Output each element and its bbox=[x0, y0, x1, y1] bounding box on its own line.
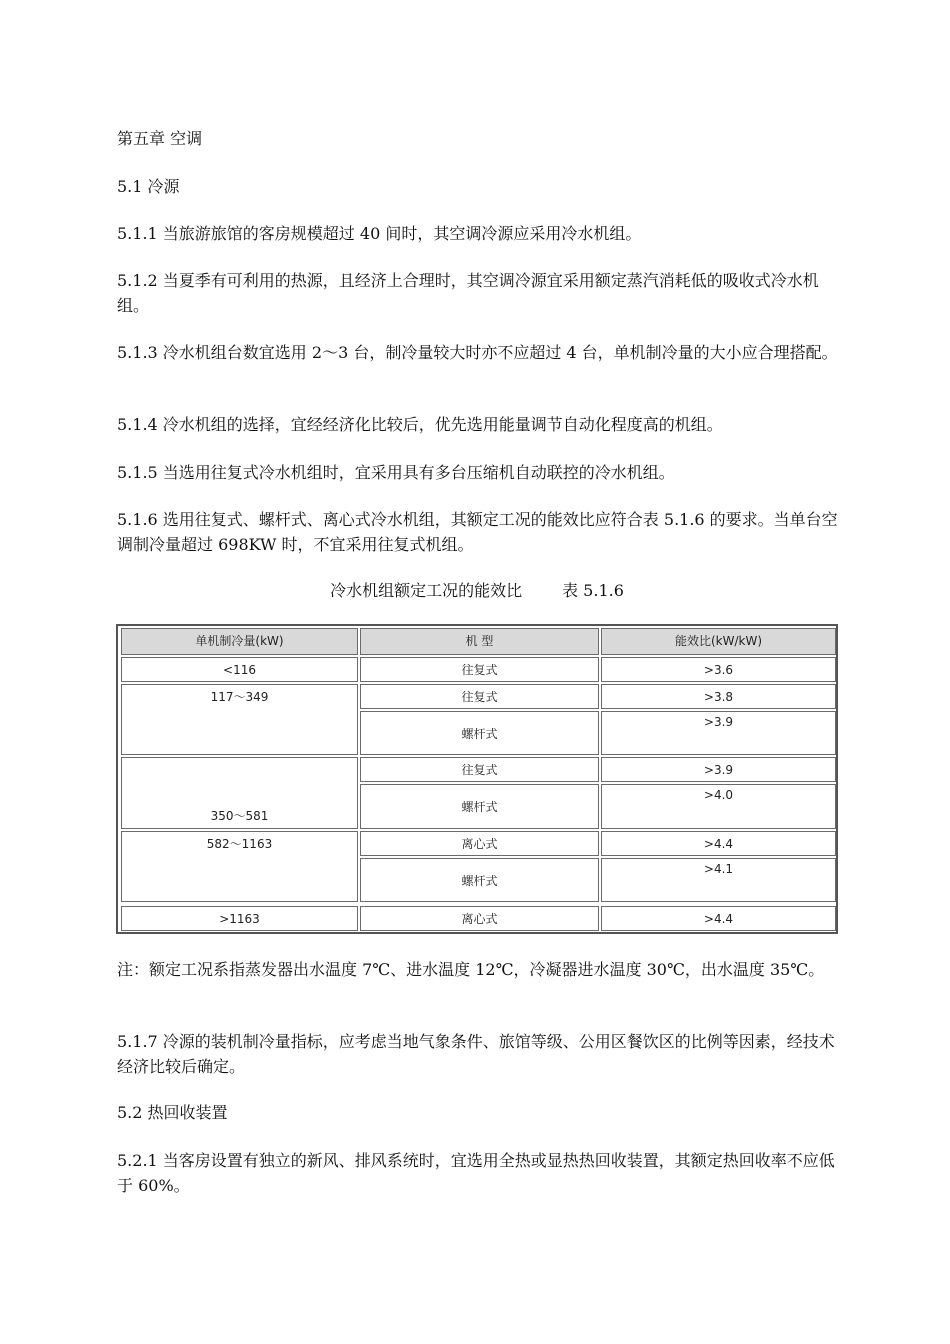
table-cell-type: 螺杆式 bbox=[360, 784, 599, 829]
table-cell-type: 螺杆式 bbox=[360, 711, 599, 755]
clause-5-1-2: 5.1.2 当夏季有可利用的热源，且经济上合理时，其空调冷源宜采用额定蒸汽消耗低的吸收式冷水机组。 bbox=[117, 271, 819, 315]
table-cell-capacity: 582～1163 bbox=[121, 831, 358, 902]
clause-5-1-1: 5.1.1 当旅游旅馆的客房规模超过 40 间时，其空调冷源应采用冷水机组。 bbox=[117, 224, 642, 243]
cop-table bbox=[116, 624, 838, 934]
table-header-cop: 能效比(kW/kW) bbox=[601, 628, 836, 655]
table-cell-type: 离心式 bbox=[360, 831, 599, 856]
table-header-type: 机 型 bbox=[360, 628, 599, 655]
table-cell-type: 螺杆式 bbox=[360, 858, 599, 902]
table-cell-capacity: <116 bbox=[121, 657, 358, 682]
clause-5-1-3: 5.1.3 冷水机组台数宜选用 2～3 台，制冷量较大时亦不应超过 4 台，单机制冷量的大小应合理搭配。 bbox=[117, 343, 838, 362]
table-cell-capacity: >1163 bbox=[121, 906, 358, 931]
table-cell-type: 往复式 bbox=[360, 684, 599, 709]
table-cell-type: 往复式 bbox=[360, 757, 599, 782]
table-cell-cop: >4.4 bbox=[601, 906, 836, 931]
table-cell-cop: >4.1 bbox=[601, 858, 836, 902]
table-header-capacity: 单机制冷量(kW) bbox=[121, 628, 358, 655]
table-cell-cop: >3.9 bbox=[601, 757, 836, 782]
table-cell-capacity: 350～581 bbox=[121, 757, 358, 829]
table-cell-cop: >3.8 bbox=[601, 684, 836, 709]
clause-5-1-5: 5.1.5 当选用往复式冷水机组时，宜采用具有多台压缩机自动联控的冷水机组。 bbox=[117, 463, 675, 482]
table-cell-cop: >4.4 bbox=[601, 831, 836, 856]
table-caption bbox=[117, 580, 837, 602]
clause-5-1-6: 5.1.6 选用往复式、螺杆式、离心式冷水机组，其额定工况的能效比应符合表 5.1.6 的要求。当单台空调制冷量超过 698KW 时，不宜采用往复式机组。 bbox=[117, 510, 838, 554]
section-heading-5-2: 5.2 热回收装置 bbox=[117, 1103, 228, 1122]
table-cell-cop: >3.9 bbox=[601, 711, 836, 755]
clause-5-2-1: 5.2.1 当客房设置有独立的新风、排风系统时，宜选用全热或显热热回收装置，其额定热回收率不应低于 60%。 bbox=[117, 1151, 835, 1195]
clause-5-1-7: 5.1.7 冷源的装机制冷量指标，应考虑当地气象条件、旅馆等级、公用区餐饮区的比例等因素，经技术经济比较后确定。 bbox=[117, 1032, 835, 1076]
table-cell-type: 往复式 bbox=[360, 657, 599, 682]
table-caption-title: 冷水机组额定工况的能效比 bbox=[330, 581, 523, 600]
table-cell-cop: >3.6 bbox=[601, 657, 836, 682]
clause-5-1-4: 5.1.4 冷水机组的选择，宜经经济化比较后，优先选用能量调节自动化程度高的机组。 bbox=[117, 415, 723, 434]
chapter-title: 第五章 空调 bbox=[117, 129, 203, 148]
table-cell-capacity: 117～349 bbox=[121, 684, 358, 755]
section-heading-5-1: 5.1 冷源 bbox=[117, 177, 180, 196]
table-caption-number: 表 5.1.6 bbox=[562, 581, 624, 600]
table-cell-type: 离心式 bbox=[360, 906, 599, 931]
table-note: 注：额定工况系指蒸发器出水温度 7℃、进水温度 12℃，冷凝器进水温度 30℃，出水温度 35℃。 bbox=[117, 960, 825, 979]
table-cell-cop: >4.0 bbox=[601, 784, 836, 829]
